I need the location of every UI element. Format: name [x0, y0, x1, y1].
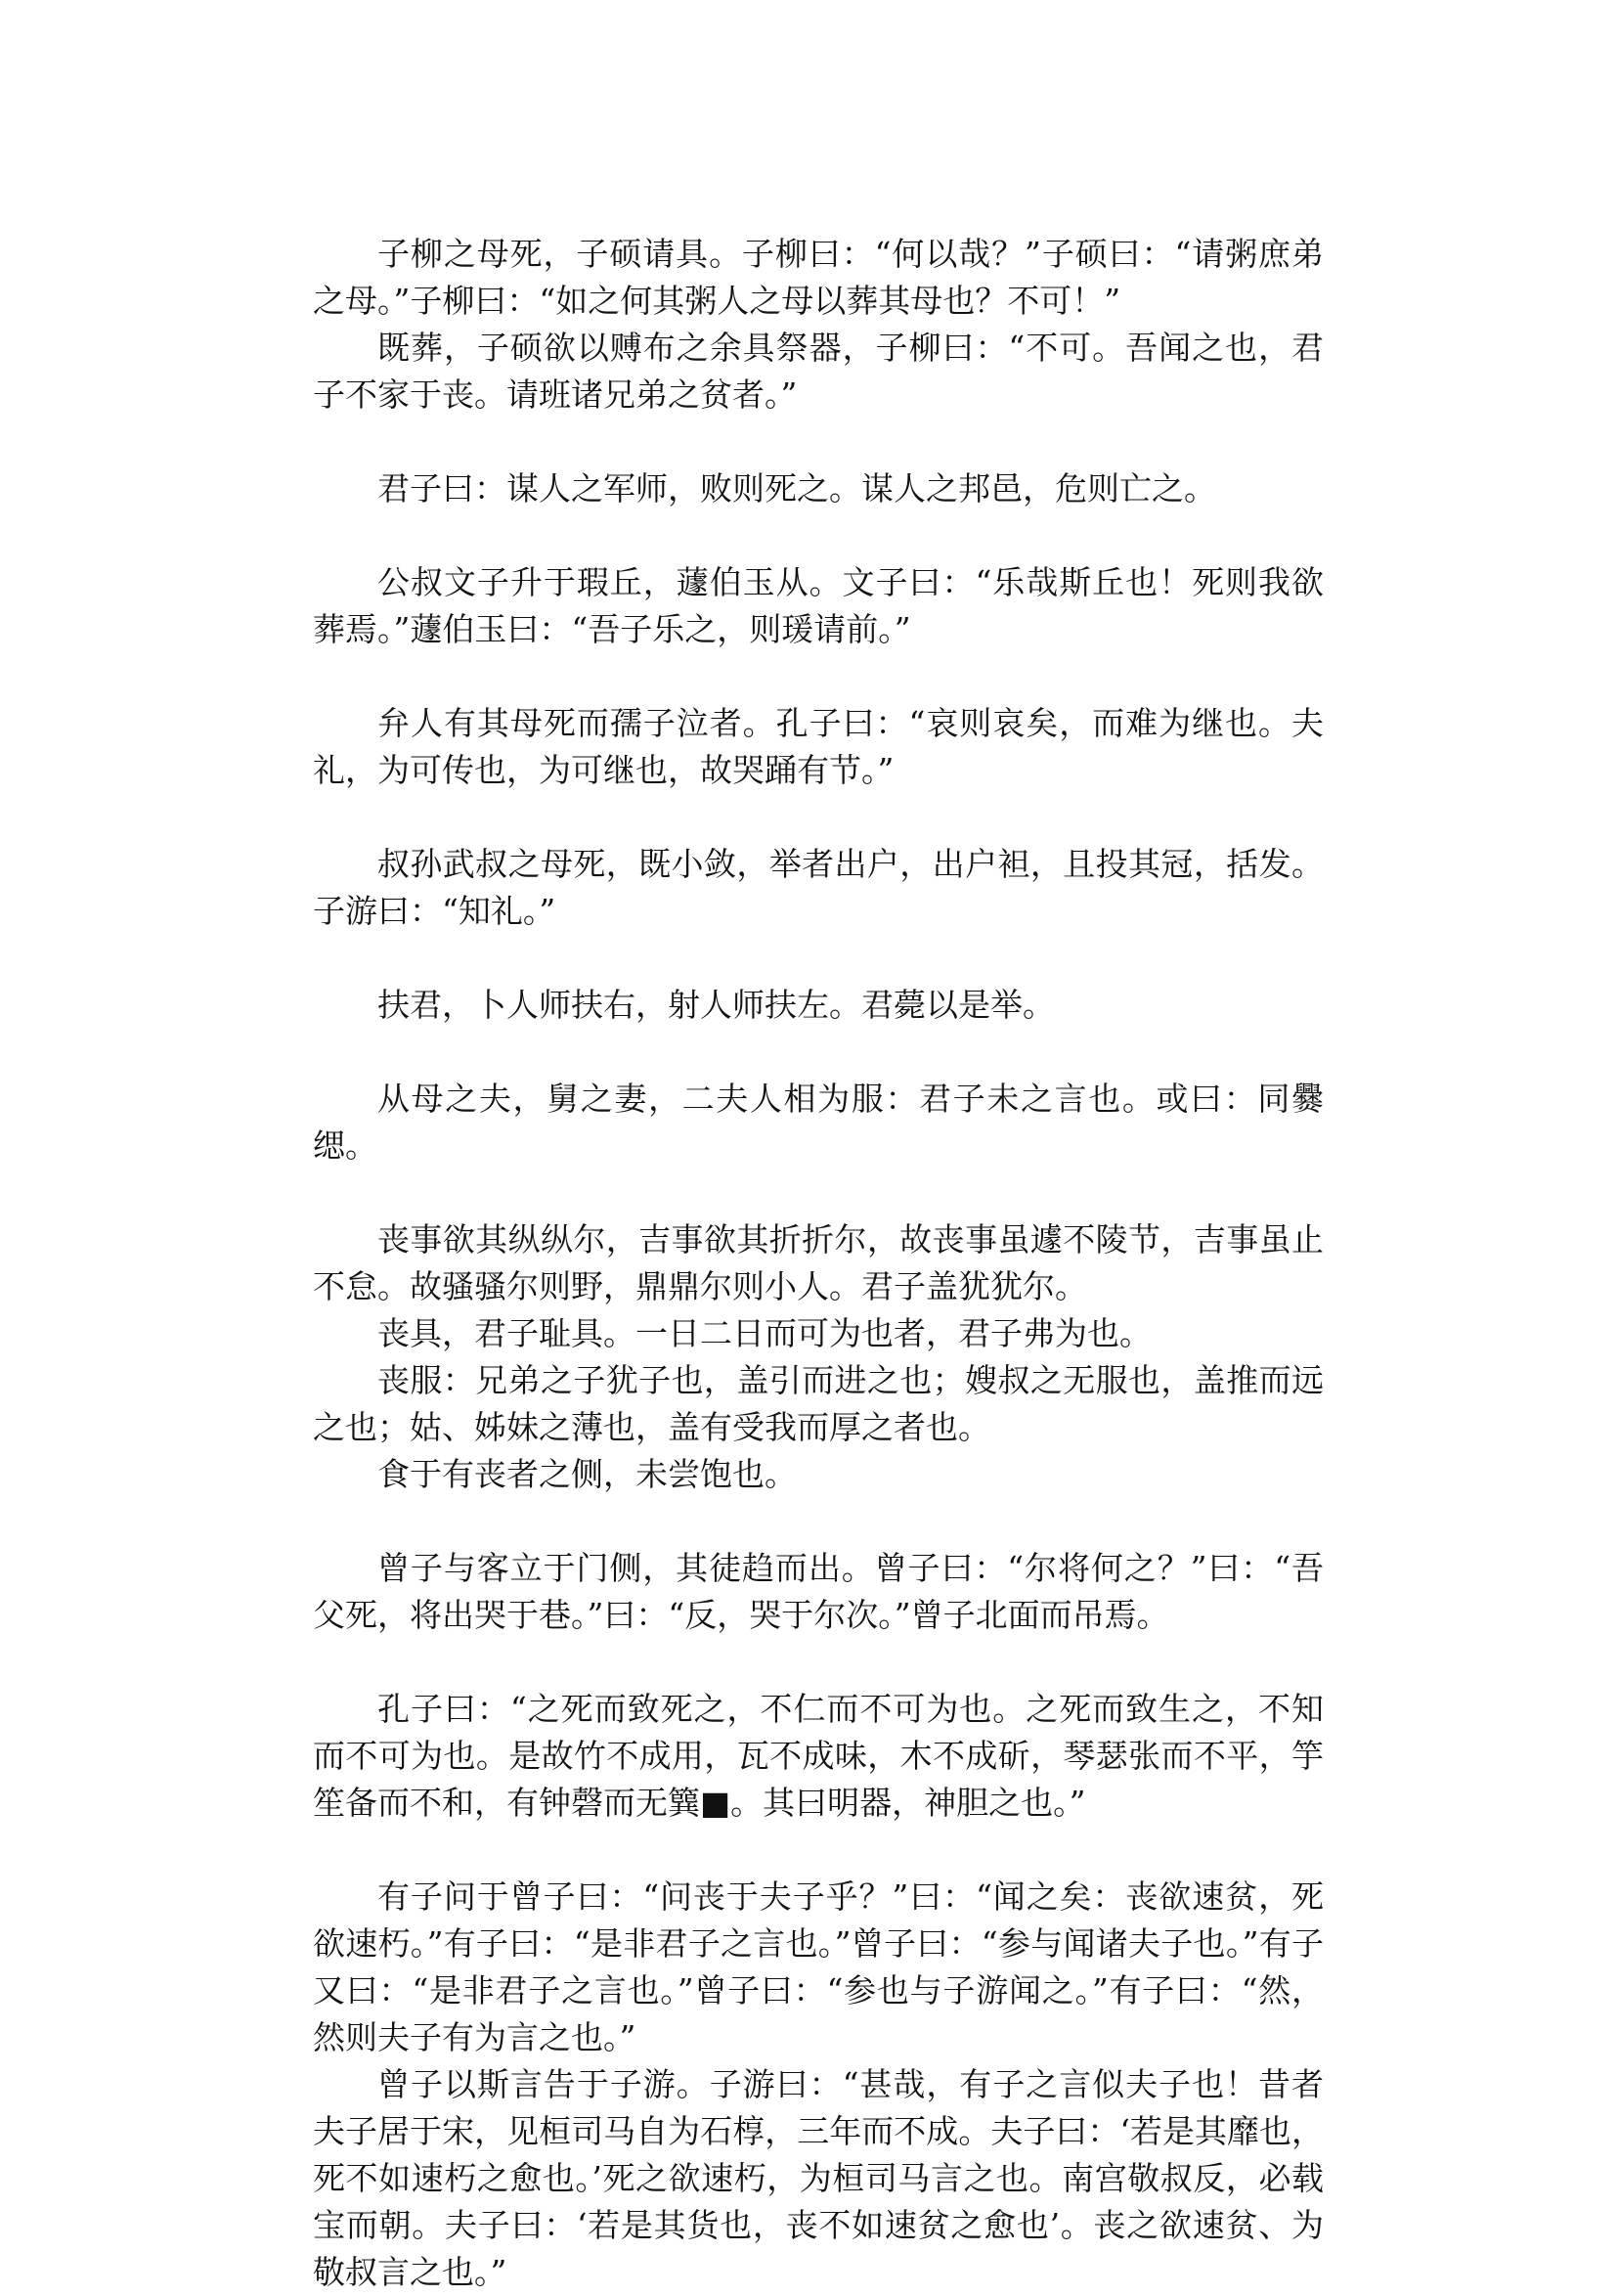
paragraph: 弁人有其母死而孺子泣者。孔子曰：“哀则哀矣，而难为继也。夫礼，为可传也，为可继也，故哭踊有节。” — [313, 704, 1324, 789]
paragraph: 有子问于曾子曰：“问丧于夫子乎？”曰：“闻之矣：丧欲速贫，死欲速朽。”有子曰：“是非君子之言也。”曾子曰：“参与闻诸夫子也。”有子又曰：“是非君子之言也。”曾子曰：“参也与子游闻之。”有子曰：“然，然则夫子有为言之也。” — [313, 1877, 1324, 2056]
paragraph: 孔子曰：“之死而致死之，不仁而不可为也。之死而致生之，不知而不可为也。是故竹不成用，瓦不成味，木不成斫，琴瑟张而不平，竽笙备而不和，有钟磬而无簨■。其曰明器，神胆之也。” — [313, 1690, 1324, 1822]
paragraph: 扶君，卜人师扶右，射人师扶左。君薨以是举。 — [377, 986, 1055, 1024]
paragraph: 既葬，子硕欲以赙布之余具祭器，子柳曰：“不可。吾闻之也，君子不家于丧。请班诸兄弟之贫者。” — [313, 329, 1324, 414]
paragraph: 子柳之母死，子硕请具。子柳曰：“何以哉？”子硕曰：“请粥庶弟之母。”子柳曰：“如之何其粥人之母以葬其母也？不可！” — [313, 235, 1324, 320]
paragraph-gap — [313, 1827, 1324, 1874]
paragraph: 丧具，君子耻具。一日二日而可为也者，君子弗为也。 — [377, 1314, 1152, 1352]
paragraph-gap — [313, 1029, 1324, 1076]
paragraph-gap — [313, 1639, 1324, 1686]
paragraph-gap — [313, 653, 1324, 700]
paragraph-gap — [313, 419, 1324, 465]
paragraph-gap — [313, 512, 1324, 559]
paragraph: 丧服：兄弟之子犹子也，盖引而进之也；嫂叔之无服也，盖推而远之也；姑、姊妹之薄也，盖有受我而厚之者也。 — [313, 1361, 1324, 1446]
paragraph-gap — [313, 1170, 1324, 1216]
paragraph: 食于有丧者之侧，未尝饱也。 — [377, 1455, 797, 1493]
paragraph-gap — [313, 794, 1324, 841]
paragraph-gap — [313, 1498, 1324, 1545]
paragraph: 从母之夫，舅之妻，二夫人相为服：君子未之言也。或曰：同爨缌。 — [313, 1080, 1324, 1165]
text-body — [313, 231, 1324, 2296]
paragraph: 曾子与客立于门侧，其徒趋而出。曾子曰：“尔将何之？”曰：“吾父死，将出哭于巷。”曰：“反，哭于尔次。”曾子北面而吊焉。 — [313, 1549, 1324, 1634]
paragraph: 君子曰：谋人之军师，败则死之。谋人之邦邑，危则亡之。 — [377, 469, 1216, 508]
paragraph-gap — [313, 935, 1324, 982]
paragraph: 公叔文子升于瑕丘，蘧伯玉从。文子曰：“乐哉斯丘也！死则我欲葬焉。”蘧伯玉曰：“吾子乐之，则瑗请前。” — [313, 563, 1324, 648]
paragraph: 叔孙武叔之母死，既小敛，举者出户，出户袒，且投其冠，括发。子游曰：“知礼。” — [313, 845, 1324, 930]
paragraph: 丧事欲其纵纵尔，吉事欲其折折尔，故丧事虽遽不陵节，吉事虽止不怠。故骚骚尔则野，鼎鼎尔则小人。君子盖犹犹尔。 — [313, 1220, 1324, 1305]
paragraph: 曾子以斯言告于子游。子游曰：“甚哉，有子之言似夫子也！昔者夫子居于宋，见桓司马自为石椁，三年而不成。夫子曰：‘若是其靡也，死不如速朽之愈也。’死之欲速朽，为桓司马言之也。南宫敬叔反，必载宝而朝。夫子曰：‘若是其货也，丧不如速贫之愈也’。丧之欲速贫、为敬叔言之也。” — [313, 2065, 1324, 2291]
